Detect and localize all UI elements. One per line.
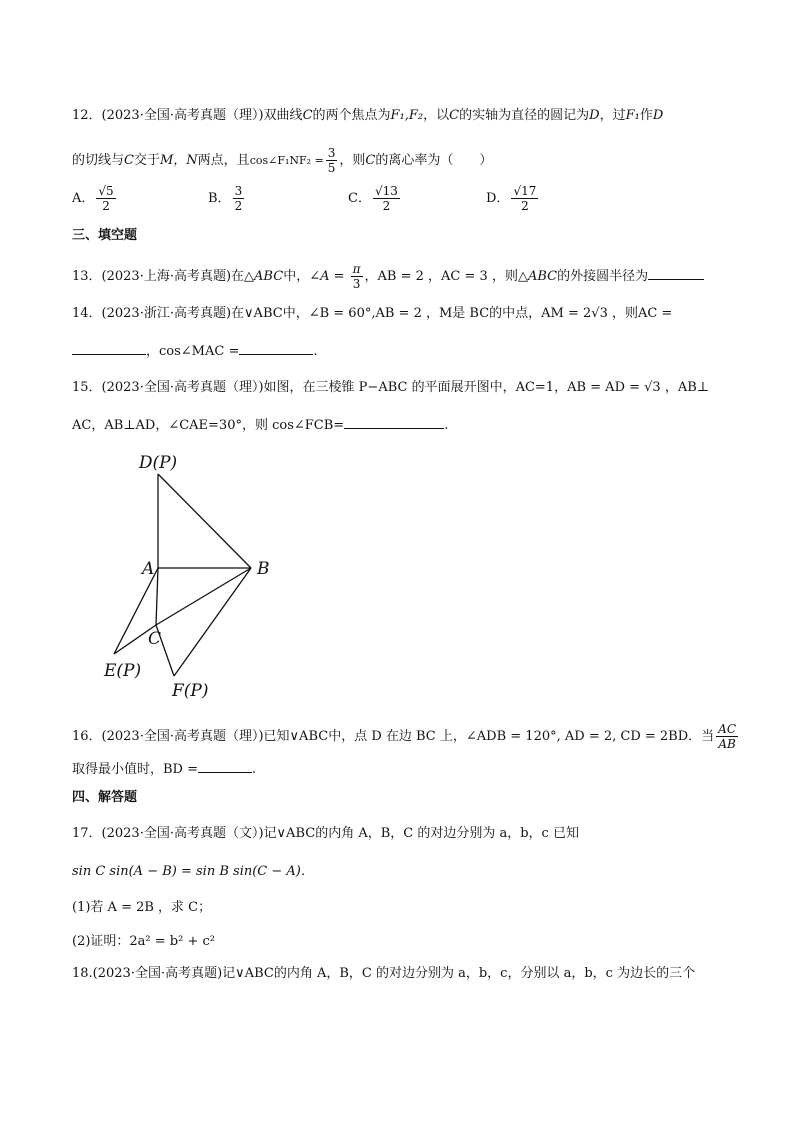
q15-answer-blank[interactable] — [344, 414, 444, 429]
q12-cos-fraction: $\frac{3}{5}$ — [327, 146, 336, 175]
label-D: D(P) — [138, 453, 178, 473]
q13-pi-fraction: $\frac{\pi}{3}$ — [352, 262, 361, 291]
q14-line2: ，cos∠MAC = . — [72, 340, 317, 362]
label-A: A — [142, 559, 155, 579]
q17-line1: 17．(2023·全国·高考真题（文）)记∨ABC的内角 A，B，C 的对边分别为 a，b，c 已知 — [72, 826, 579, 841]
edge-AC — [156, 568, 158, 625]
label-E: E(P) — [104, 661, 142, 681]
q12-cos-expression: cos∠F₁NF₂ = — [249, 154, 324, 167]
q14-answer-blank-2[interactable] — [239, 340, 313, 355]
section-fill-in-heading: 三、填空题 — [72, 228, 138, 243]
q12-option-b: B． $\frac{3}{2}$ — [208, 184, 243, 213]
q12-option-a: A． $\frac{√5}{2}$ — [72, 184, 114, 213]
edge-CB — [156, 568, 251, 625]
q15-line2: AC，AB⊥AD，∠CAE=30°，则 cos∠FCB= . — [72, 414, 448, 436]
q13-answer-blank[interactable] — [648, 265, 704, 280]
edge-FB — [174, 568, 251, 676]
label-C: C — [148, 629, 162, 649]
q17-part1: (1)若 A = 2B ，求 C； — [72, 900, 212, 915]
q16-answer-blank[interactable] — [198, 758, 252, 773]
q17-formula: sin C sin(A − B) = sin B sin(C − A)． — [72, 864, 314, 879]
q14-line1: 14．(2023·浙江·高考真题)在∨ABC中，∠B = 60°,AB = 2 ，M是 BC的中点，AM = 2√3 ，则AC = — [72, 306, 673, 321]
label-B: B — [257, 559, 270, 579]
q13-line: 13．(2023·上海·高考真题)在△ABC中，∠A = $\frac{\pi}{3}$ ，AB = 2 ，AC = 3 ，则△ABC的外接圆半径为 — [72, 262, 704, 291]
q12-source: 12．(2023·全国·高考真题（理）) — [72, 108, 264, 123]
label-F: F(P) — [172, 681, 209, 701]
q17-part2: (2)证明：2a² = b² + c² — [72, 934, 215, 949]
q18-line1: 18.(2023·全国·高考真题)记∨ABC的内角 A，B，C 的对边分别为 a，b，c，分别以 a，b，c 为边长的三个 — [72, 966, 696, 981]
q12-line2: 的切线与C交于M，N两点，且cos∠F₁NF₂ = $\frac{3}{5}$ ，则C的离心率为（ ） — [72, 146, 493, 175]
section-solution-heading: 四、解答题 — [72, 790, 138, 805]
q14-answer-blank-1[interactable] — [72, 340, 146, 355]
q12-option-c: C． $\frac{√13}{2}$ — [348, 184, 398, 213]
q15-line1: 15．(2023·全国·高考真题（理）)如图，在三棱锥 P−ABC 的平面展开图中，AC=1，AB = AD = √3 ，AB⊥ — [72, 380, 710, 395]
q16-line2: 取得最小值时，BD = . — [72, 758, 256, 780]
q12-line1: 12．(2023·全国·高考真题（理）)双曲线C的两个焦点为F₁,F₂，以C的实轴为直径的圆记为D，过F₁作D — [72, 108, 664, 123]
edge-DB — [158, 474, 251, 568]
net-diagram — [96, 450, 286, 702]
q12-option-d: D． $\frac{√17}{2}$ — [486, 184, 537, 213]
q16-line1: 16．(2023·全国·高考真题（理）)已知∨ABC中，点 D 在边 BC 上，∠ADB = 120°, AD = 2, CD = 2BD．当 $\frac{AC}{AB}$ — [72, 722, 737, 751]
q16-fraction: $\frac{AC}{AB}$ — [718, 722, 737, 751]
